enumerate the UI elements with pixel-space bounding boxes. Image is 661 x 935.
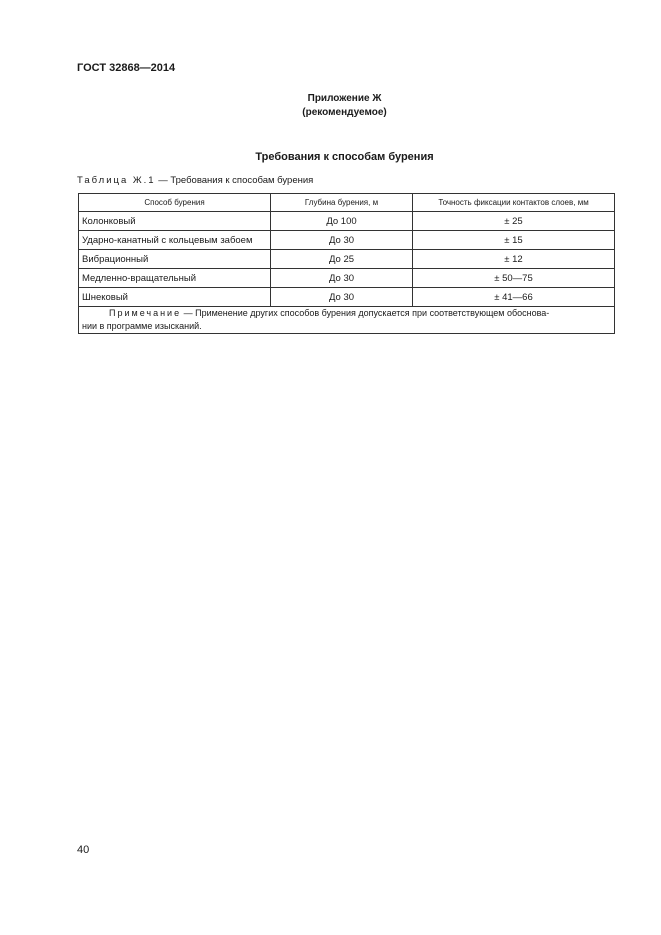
table-note xyxy=(79,307,615,334)
table-note-row xyxy=(79,307,615,334)
table-note-line-1 xyxy=(82,307,611,320)
accuracy-cell: ± 41—66 xyxy=(413,288,615,307)
table-header-row xyxy=(79,194,615,212)
document-code: ГОСТ 32868—2014 xyxy=(77,62,176,74)
depth-cell: До 25 xyxy=(271,250,413,269)
table-caption-prefix: Таблица Ж.1 xyxy=(77,175,156,186)
table-caption-text: — Требования к способам бурения xyxy=(155,175,314,186)
table-caption xyxy=(77,175,313,186)
accuracy-cell: ± 50—75 xyxy=(413,269,615,288)
appendix-title: Приложение Ж xyxy=(307,93,382,104)
column-header-depth: Глубина бурения, м xyxy=(271,194,413,212)
table-row xyxy=(79,212,615,231)
method-cell: Ударно-канатный с кольцевым забоем xyxy=(79,231,271,250)
column-header-accuracy: Точность фиксации контактов слоев, мм xyxy=(413,194,615,212)
depth-cell: До 30 xyxy=(271,288,413,307)
section-title: Требования к способам бурения xyxy=(255,151,434,163)
column-header-method: Способ бурения xyxy=(79,194,271,212)
note-label: Примечание xyxy=(109,308,182,318)
table-note-line-2: нии в программе изысканий. xyxy=(82,321,202,331)
appendix-status: (рекомендуемое) xyxy=(302,107,387,118)
table-row xyxy=(79,231,615,250)
appendix-heading xyxy=(0,92,661,120)
method-cell: Медленно-вращательный xyxy=(79,269,271,288)
accuracy-cell: ± 12 xyxy=(413,250,615,269)
method-cell: Вибрационный xyxy=(79,250,271,269)
accuracy-cell: ± 25 xyxy=(413,212,615,231)
table-row xyxy=(79,288,615,307)
drilling-requirements-table xyxy=(78,193,615,334)
note-text: — Применение других способов бурения допускается при соответствующем обоснова- xyxy=(181,308,550,318)
accuracy-cell: ± 15 xyxy=(413,231,615,250)
method-cell: Шнековый xyxy=(79,288,271,307)
method-cell: Колонковый xyxy=(79,212,271,231)
depth-cell: До 100 xyxy=(271,212,413,231)
depth-cell: До 30 xyxy=(271,269,413,288)
table-row xyxy=(79,250,615,269)
page-number: 40 xyxy=(77,844,90,856)
table-row xyxy=(79,269,615,288)
depth-cell: До 30 xyxy=(271,231,413,250)
